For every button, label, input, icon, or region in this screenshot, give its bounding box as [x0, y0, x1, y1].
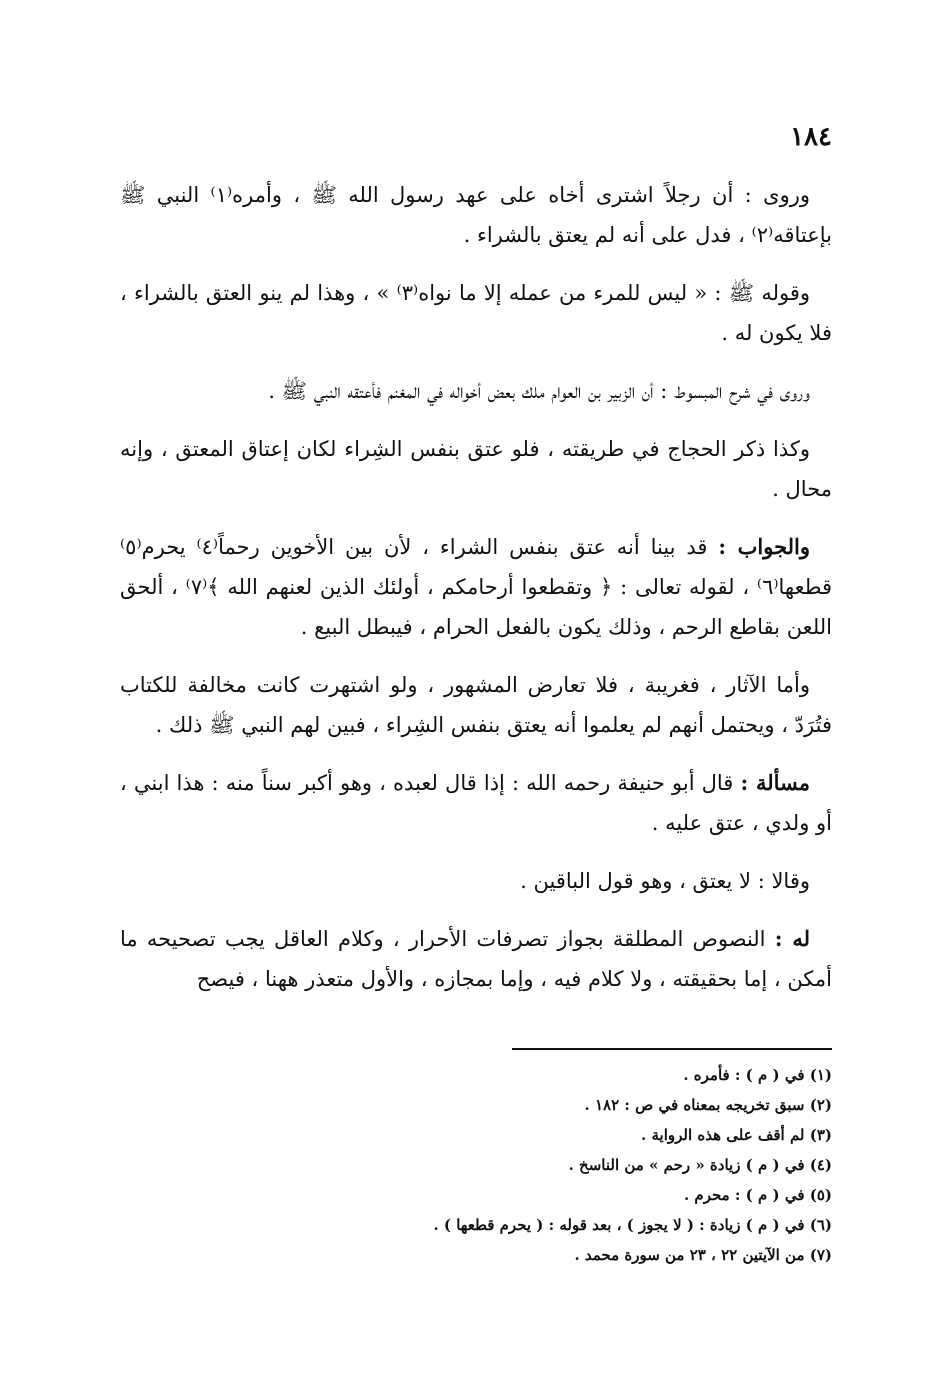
- paragraph-for-him: [120, 919, 832, 999]
- paragraph-4: [120, 429, 832, 509]
- paragraph-3: [120, 371, 832, 411]
- paragraph-text: وكذا ذكر الحجاج في طريقته ، فلو عتق بنفس الشِراء لكان إعتاق المعتق ، وإنه محال .: [120, 437, 832, 501]
- paragraph-1: [120, 175, 832, 255]
- paragraph-2: [120, 273, 832, 353]
- paragraph-answer: [120, 527, 832, 647]
- page-number: ١٨٤: [790, 122, 832, 152]
- paragraph-text: النصوص المطلقة بجواز تصرفات الأحرار ، وكلام العاقل يجب تصحيحه ما أمكن ، إما بحقيقته ، ولا كلام فيه ، وإما بمجازه ، والأول متعذر ههنا ، فيصح: [120, 927, 832, 991]
- paragraph-text: وأما الآثار ، فغريبة ، فلا تعارض المشهور ، ولو اشتهرت كانت مخالفة للكتاب فتُرَدّ ، ويحتمل أنهم لم يعلموا أنه يعتق بنفس الشِراء ، فبين لهم النبي ﷺ ذلك .: [120, 673, 832, 737]
- footnotes: [120, 1060, 832, 1270]
- footnote: (١) في ( م ) : فأمره .: [683, 1066, 832, 1084]
- paragraph-text: وقوله ﷺ : « ليس للمرء من عمله إلا ما نواه⁽٣⁾ » ، وهذا لم ينو العتق بالشراء ، فلا يكون له .: [120, 281, 832, 345]
- footnote: (٣) لم أقف على هذه الرواية .: [641, 1126, 832, 1144]
- paragraph-lead: مسألة :: [740, 770, 810, 795]
- paragraph-text: وروى : أن رجلاً اشترى أخاه على عهد رسول الله ﷺ ، وأمره⁽١⁾ النبي ﷺ بإعتاقه⁽٢⁾ ، فدل على أنه لم يعتق بالشراء .: [120, 183, 832, 247]
- footnote: (٥) في ( م ) : محرم .: [683, 1186, 832, 1204]
- paragraph-lead: والجواب :: [718, 534, 811, 559]
- book-page: [120, 0, 832, 1375]
- paragraph-8: [120, 861, 832, 901]
- main-text: [120, 175, 832, 1017]
- paragraph-text: وروى في شرح المبسوط : أن الزبير بن العوام ملك بعض أخواله في المغنم فأعتقه النبي ﷺ .: [268, 379, 810, 403]
- footnote: (٢) سبق تخريجه بمعناه في ص : ١٨٢ .: [584, 1096, 832, 1114]
- paragraph-lead: له :: [774, 926, 811, 951]
- paragraph-issue: [120, 763, 832, 843]
- paragraph-text: قد بينا أنه عتق بنفس الشراء ، لأن بين الأخوين رحماً⁽٤⁾ يحرم⁽٥⁾ قطعها⁽٦⁾ ، لقوله تعالى : ﴿ وتقطعوا أرحامكم ، أولئك الذين لعنهم الله ﴾⁽٧⁾ ، ألحق اللعن بقاطع الرحم ، وذلك يكون بالفعل الحرام ، فيبطل البيع .: [120, 535, 832, 639]
- paragraph-text: وقالا : لا يعتق ، وهو قول الباقين .: [520, 869, 810, 893]
- footnote: (٦) في ( م ) زيادة : ( لا يجوز ) ، بعد قوله : ( يحرم قطعها ) .: [433, 1216, 832, 1234]
- footnote-divider: [512, 1048, 832, 1050]
- footnote: (٧) من الآيتين ٢٢ ، ٢٣ من سورة محمد .: [574, 1246, 832, 1264]
- footnote: (٤) في ( م ) زيادة « رحم » من الناسخ .: [568, 1156, 832, 1174]
- paragraph-6: [120, 665, 832, 745]
- paragraph-text: قال أبو حنيفة رحمه الله : إذا قال لعبده ، وهو أكبر سناً منه : هذا ابني ، أو ولدي ، عتق عليه .: [120, 771, 832, 835]
